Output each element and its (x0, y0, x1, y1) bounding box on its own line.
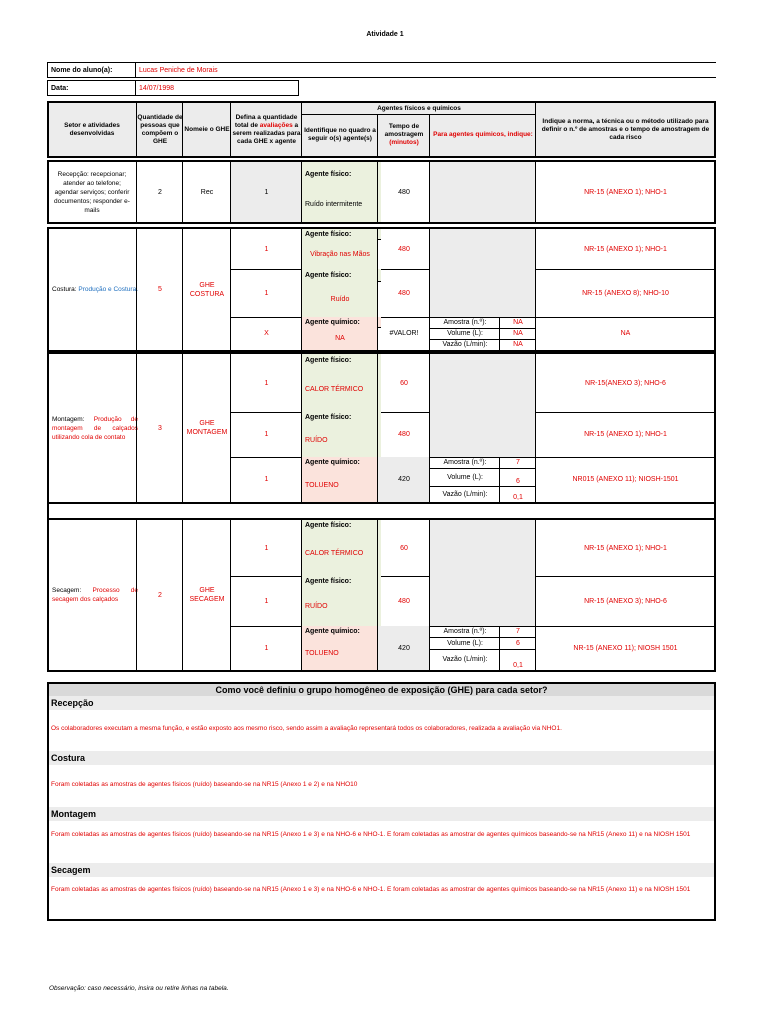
costura-q-aval[interactable]: X (230, 317, 302, 350)
montagem-r2-agente[interactable]: RUÍDO (301, 423, 381, 458)
secagem-r2-tempo[interactable]: 480 (377, 576, 430, 627)
montagem-r2-norma[interactable]: NR-15 (ANEXO 1); NHO-1 (535, 412, 715, 458)
montagem-setor (49, 354, 138, 502)
montagem-q-vazao[interactable]: 0,1 (499, 486, 536, 502)
col-defina (230, 103, 302, 156)
recepcao-agente[interactable]: Ruído intermitente (301, 187, 381, 222)
costura-setor (49, 229, 138, 350)
recepcao-quim-empty (429, 162, 536, 222)
costura-setor-b: Produção e Costura. (78, 286, 139, 293)
col-indique: Indique a norma, a técnica ou o método utilizado para definir o n.º de amostras e o tempo de amostragem de cada risco (535, 103, 715, 156)
montagem-q-amostra[interactable]: 7 (499, 457, 536, 469)
recepcao-aval[interactable]: 1 (230, 162, 302, 222)
secagem-q-volume-label: Volume (L): (429, 637, 500, 650)
costura-q-volume[interactable]: NA (499, 328, 536, 340)
defina-a: Defina a quantidade total de (234, 113, 298, 129)
costura-q-volume-label: Volume (L): (429, 328, 500, 340)
recepcao-norma[interactable]: NR-15 (ANEXO 1); NHO-1 (535, 162, 715, 222)
montagem-q-aval[interactable]: 1 (230, 457, 302, 502)
secagem-q-volume[interactable]: 6 (499, 637, 536, 650)
montagem-q-volume[interactable]: 6 (499, 468, 536, 487)
costura-setor-a: Costura: (52, 286, 77, 293)
secagem-q-amostra[interactable]: 7 (499, 626, 536, 638)
costura-r2-empty (429, 269, 536, 318)
secagem-q-amostra-label: Amostra (n.º): (429, 626, 500, 638)
montagem-setor-b: Produção de montagem de calçados utilizando cola de contato (52, 415, 138, 441)
ghe-recepcao-title: Recepção (49, 696, 714, 710)
costura-ghe[interactable]: GHE COSTURA (182, 229, 231, 350)
secagem-q-vazao-label: Vazão (L/min): (429, 649, 500, 670)
ghe-question: Como você definiu o grupo homogêneo de exposição (GHE) para cada setor? (49, 684, 714, 697)
date-label: Data: (47, 80, 136, 96)
secagem-r1-norma[interactable]: NR-15 (ANEXO 1); NHO-1 (535, 520, 715, 577)
costura-r2-aval[interactable]: 1 (230, 269, 302, 318)
montagem-r1-aval[interactable]: 1 (230, 354, 302, 413)
costura-r2-norma[interactable]: NR-15 (ANEXO 8); NHO-10 (535, 269, 715, 318)
montagem-setor-a: Montagem: (52, 415, 85, 423)
costura-q-vazao[interactable]: NA (499, 339, 536, 350)
costura-r2-label: Agente físico: (301, 269, 381, 282)
costura-r1-empty (429, 229, 536, 270)
costura-q-tempo[interactable]: #VALOR! (377, 317, 430, 350)
defina-c: a serem realizadas para cada GHE x agente (232, 121, 301, 145)
montagem-ghe[interactable]: GHE MONTAGEM (182, 354, 231, 502)
secagem-q-norma[interactable]: NR-15 (ANEXO 11); NIOSH 1501 (535, 626, 715, 670)
ghe-costura-title: Costura (49, 751, 714, 765)
ghe-secagem-text[interactable]: Foram coletadas as amostras de agentes físicos (ruído) baseando-se na NR15 (Anexo 1 e 3) e na NHO-6 e NHO-1. E foram coletadas as amostrar de agentes químicos baseando-se na NR15 (Anexo 11) e na NIOSH 1501 (51, 886, 691, 893)
recepcao-agente-label: Agente físico: (301, 162, 381, 188)
secagem-setor-b: Processo de secagem dos calçados (52, 587, 138, 603)
montagem-r2-empty (429, 412, 536, 458)
ghe-montagem-text[interactable]: Foram coletadas as amostras de agentes físicos (ruído) baseando-se na NR15 (Anexo 1 e 3) e na NHO-6 e NHO-1. E foram coletadas as amostrar de agentes químicos baseando-se na NR15 (Anexo 11) e na NIOSH 1501 (51, 831, 691, 838)
montagem-q-volume-label: Volume (L): (429, 468, 500, 487)
costura-r1-agente[interactable]: Vibração nas Mãos (301, 239, 378, 270)
montagem-q-tempo[interactable]: 420 (377, 457, 430, 502)
secagem-r1-agente[interactable]: CALOR TÉRMICO (301, 531, 381, 577)
montagem-r1-norma[interactable]: NR-15(ANEXO 3); NHO-6 (535, 354, 715, 413)
montagem-r1-agente[interactable]: CALOR TÉRMICO (301, 366, 381, 413)
recepcao-setor: Recepção: recepcionar; atender ao telefone; agendar serviços; conferir documentos; responder e-mails (54, 170, 130, 214)
name-label: Nome do aluno(a): (47, 62, 136, 78)
tempo-a: Tempo de amostragem (384, 123, 424, 138)
col-identifique: Identifique no quadro a seguir o(s) agente(s) (301, 114, 378, 156)
costura-q-norma[interactable]: NA (535, 317, 715, 350)
montagem-r1-tempo[interactable]: 60 (377, 354, 430, 413)
costura-q-vazao-label: Vazão (L/min): (429, 339, 500, 350)
montagem-q-vazao-label: Vazão (L/min): (429, 486, 500, 502)
secagem-r2-label: Agente físico: (301, 576, 381, 588)
montagem-r2-tempo[interactable]: 480 (377, 412, 430, 458)
costura-r2-agente[interactable]: Ruído (301, 281, 378, 318)
secagem-q-aval[interactable]: 1 (230, 626, 302, 670)
observacao: Observação: caso necessário, insira ou retire linhas na tabela. (49, 985, 229, 992)
montagem-q-amostra-label: Amostra (n.º): (429, 457, 500, 469)
montagem-qtd[interactable]: 3 (136, 354, 183, 502)
costura-r1-aval[interactable]: 1 (230, 229, 302, 270)
secagem-setor (49, 520, 138, 670)
secagem-r1-tempo[interactable]: 60 (377, 520, 430, 577)
recepcao-ghe[interactable]: Rec (182, 162, 231, 222)
recepcao-tempo[interactable]: 480 (377, 162, 430, 222)
costura-qtd[interactable]: 5 (136, 229, 183, 350)
page-title: Atividade 1 (366, 30, 404, 38)
ghe-recepcao-text[interactable]: Os colaboradores executam a mesma função, e estão exposto aos mesmo risco, sendo assim a avaliação representará todos os colaboradores, realizada a avaliação via NHO1. (51, 725, 562, 732)
secagem-q-agente[interactable]: TOLUENO (301, 637, 381, 670)
montagem-r2-label: Agente físico: (301, 412, 381, 424)
secagem-q-vazao[interactable]: 0,1 (499, 649, 536, 670)
name-value[interactable]: Lucas Peniche de Morais (135, 62, 716, 78)
col-agentes: Agentes físicos e químicos (301, 103, 536, 115)
defina-b: avaliações (259, 121, 293, 129)
secagem-setor-a: Secagem: (52, 587, 82, 594)
secagem-r2-aval[interactable]: 1 (230, 576, 302, 627)
costura-r2-tempo[interactable]: 480 (377, 269, 430, 318)
col-tempo (377, 114, 430, 156)
costura-q-agente[interactable]: NA (301, 327, 378, 350)
montagem-q-label: Agente químico: (301, 457, 381, 469)
costura-r1-tempo[interactable]: 480 (377, 229, 430, 270)
costura-q-amostra-label: Amostra (n.º): (429, 317, 500, 329)
secagem-r2-norma[interactable]: NR-15 (ANEXO 3); NHO-6 (535, 576, 715, 627)
montagem-q-agente[interactable]: TOLUENO (301, 468, 381, 502)
montagem-r1-empty (429, 354, 536, 413)
ghe-secagem-title: Secagem (49, 863, 714, 877)
col-quantidade: Quantidade de pessoas que compõem o GHE (136, 103, 183, 156)
secagem-r1-aval[interactable]: 1 (230, 520, 302, 577)
costura-r1-norma[interactable]: NR-15 (ANEXO 1); NHO-1 (535, 229, 715, 270)
secagem-r1-label: Agente físico: (301, 520, 381, 532)
costura-r1-label: Agente físico: (301, 229, 381, 240)
costura-q-label: Agente químico: (301, 317, 381, 328)
secagem-r1-empty (429, 520, 536, 577)
montagem-q-norma[interactable]: NR015 (ANEXO 11); NIOSH-1501 (535, 457, 715, 502)
col-setor: Setor e atividades desenvolvidas (64, 121, 120, 137)
montagem-r2-aval[interactable]: 1 (230, 412, 302, 458)
col-para-quimicos: Para agentes químicos, indique: (429, 114, 536, 156)
recepcao-qtd[interactable]: 2 (136, 162, 183, 222)
secagem-q-tempo[interactable]: 420 (377, 626, 430, 670)
tempo-b: (minutos) (389, 139, 419, 146)
secagem-ghe[interactable]: GHE SECAGEM (182, 520, 231, 670)
ghe-costura-text[interactable]: Foram coletadas as amostras de agentes físicos (ruído) baseando-se na NR15 (Anexo 1 e 2) e na NHO10 (51, 781, 358, 788)
costura-q-amostra[interactable]: NA (499, 317, 536, 329)
ghe-montagem-title: Montagem (49, 807, 714, 821)
montagem-r1-label: Agente físico: (301, 354, 381, 367)
date-value[interactable]: 14/07/1998 (135, 80, 299, 96)
secagem-r2-agente[interactable]: RUÍDO (301, 587, 381, 627)
secagem-r2-empty (429, 576, 536, 627)
col-nomeie: Nomeie o GHE (182, 103, 231, 156)
secagem-q-label: Agente químico: (301, 626, 381, 638)
secagem-qtd[interactable]: 2 (136, 520, 183, 670)
